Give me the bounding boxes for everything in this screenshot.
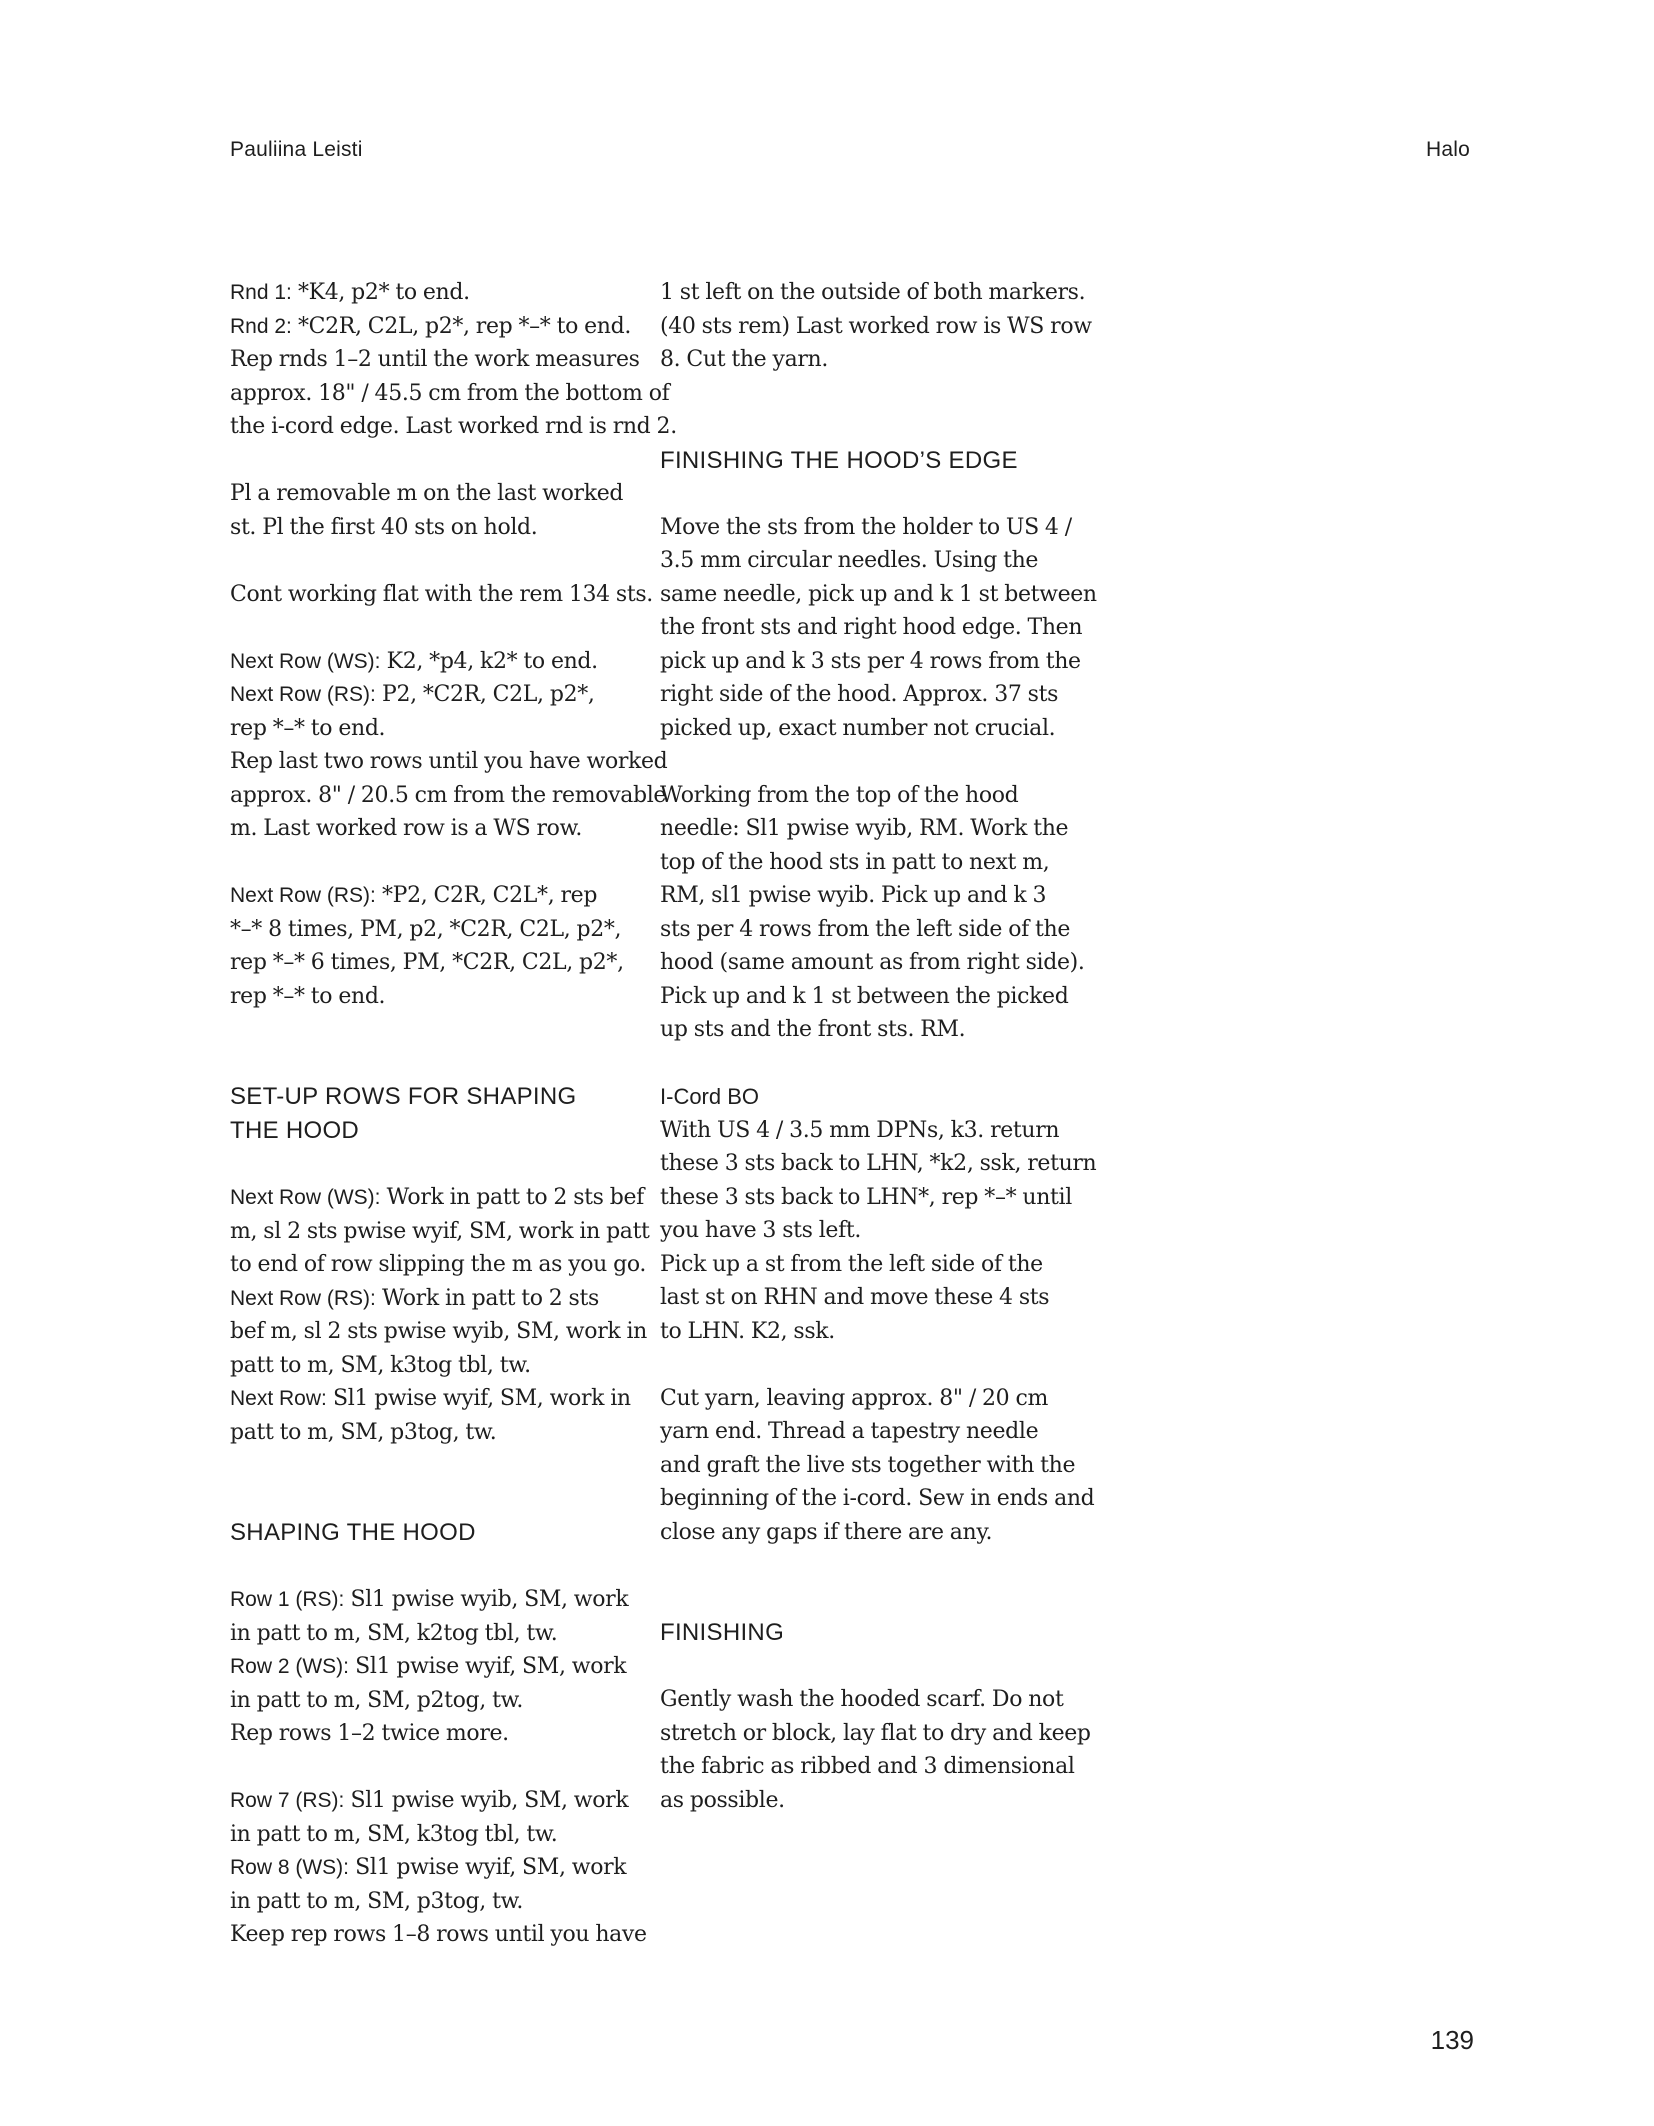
text-line — [660, 511, 1072, 545]
text-line — [230, 678, 630, 712]
row-label: Rnd 1: — [230, 281, 292, 304]
line-text: Rep rows 1–2 twice more. — [230, 1721, 509, 1746]
line-text: P2, *C2R, C2L, p2*, — [375, 682, 595, 707]
instruction-paragraph — [230, 578, 653, 612]
text-line — [660, 544, 1060, 578]
text-line — [230, 511, 630, 545]
line-text: K2, *p4, k2* to end. — [380, 648, 598, 674]
text-line — [660, 1248, 1060, 1282]
line-text: bef m, sl 2 sts pwise wyib, SM, work in — [230, 1319, 647, 1344]
text-line — [660, 678, 1060, 712]
text-line — [660, 779, 1060, 813]
line-text: Sl1 pwise wyif, SM, work — [349, 1654, 627, 1679]
line-text: sts per 4 rows from the left side of the — [660, 916, 1071, 942]
text-line — [230, 1382, 630, 1416]
text-line — [230, 276, 630, 310]
line-text: patt to m, SM, k3tog tbl, tw. — [230, 1352, 531, 1378]
row-label: Next Row (WS): — [230, 1186, 381, 1209]
text-line — [660, 1784, 1060, 1818]
line-text: these 3 sts back to LHN, *k2, ssk, return — [660, 1151, 1097, 1176]
line-text: in patt to m, SM, k2tog tbl, tw. — [230, 1620, 558, 1646]
text-line — [660, 1214, 1060, 1248]
text-line — [660, 1516, 1060, 1550]
line-text: right side of the hood. Approx. 37 sts — [660, 682, 1059, 707]
line-text: Rep rnds 1–2 until the work measures — [230, 347, 640, 372]
page-number: 139 — [1430, 2025, 1474, 2055]
line-text: Pl a removable m on the last worked — [230, 481, 624, 506]
text-line — [230, 377, 670, 411]
text-line — [660, 1147, 1097, 1181]
line-text: *C2R, C2L, p2*, rep *–* to end. — [291, 313, 631, 339]
line-text: Working from the top of the hood — [660, 782, 1019, 808]
line-text: the fabric as ribbed and 3 dimensional — [660, 1754, 1075, 1779]
line-text: RM, sl1 pwise wyib. Pick up and k 3 — [660, 883, 1047, 908]
text-line — [230, 1650, 630, 1684]
text-line — [230, 879, 630, 913]
section-heading-hood-edge: FINISHING THE HOOD’S EDGE — [660, 446, 1018, 474]
row-label: Rnd 2: — [230, 314, 292, 338]
line-text: rep *–* to end. — [230, 983, 386, 1009]
line-text: *K4, p2* to end. — [291, 280, 470, 305]
line-text: approx. 8" / 20.5 cm from the removable — [230, 782, 667, 808]
line-text: last st on RHN and move these 4 sts — [660, 1285, 1050, 1310]
text-line — [230, 712, 630, 746]
line-text: Work in patt to 2 sts bef — [380, 1185, 644, 1210]
line-text: Keep rep rows 1–8 rows until you have — [230, 1922, 647, 1947]
text-line — [230, 1583, 630, 1617]
line-text: as possible. — [660, 1787, 785, 1813]
line-text: *–* 8 times, PM, p2, *C2R, C2L, p2*, — [230, 916, 622, 942]
line-text: With US 4 / 3.5 mm DPNs, k3. return — [660, 1117, 1060, 1143]
row-label: Next Row (WS): — [230, 649, 381, 673]
running-head-title: Halo — [1426, 138, 1470, 161]
line-text: 1 st left on the outside of both markers. — [660, 280, 1086, 305]
line-text: you have 3 sts left. — [660, 1218, 861, 1243]
instruction-paragraph — [660, 276, 1092, 377]
instruction-paragraph — [660, 1382, 1095, 1550]
instruction-paragraph — [660, 1683, 1091, 1817]
text-line — [230, 1282, 630, 1316]
text-line — [660, 980, 1069, 1014]
line-text: same needle, pick up and k 1 st between — [660, 581, 1097, 607]
text-line — [660, 1315, 1060, 1349]
instruction-paragraph — [660, 1114, 1097, 1349]
line-text: the front sts and right hood edge. Then — [660, 615, 1083, 640]
line-text: close any gaps if there are any. — [660, 1519, 993, 1545]
instruction-paragraph — [230, 879, 630, 1013]
line-text: pick up and k 3 sts per 4 rows from the — [660, 648, 1081, 674]
instruction-paragraph — [230, 276, 677, 444]
section-heading-setup-rows: SET-UP ROWS FOR SHAPING THE HOOD — [230, 1083, 577, 1144]
text-line — [230, 1684, 630, 1718]
line-text: needle: Sl1 pwise wyib, RM. Work the — [660, 816, 1069, 841]
text-line — [660, 879, 1060, 913]
text-line — [230, 1617, 630, 1651]
row-label: Row 8 (WS): — [230, 1856, 350, 1879]
text-line — [660, 1114, 1060, 1148]
text-line — [230, 1349, 630, 1383]
text-line — [230, 1717, 630, 1751]
instruction-paragraph — [230, 477, 630, 544]
line-text: Work in patt to 2 sts — [375, 1285, 599, 1311]
line-text: up sts and the front sts. RM. — [660, 1017, 966, 1042]
line-text: in patt to m, SM, k3tog tbl, tw. — [230, 1821, 558, 1847]
text-line — [230, 779, 667, 813]
instruction-paragraph — [230, 1784, 647, 1952]
line-text: hood (same amount as from right side). — [660, 950, 1085, 975]
line-text: rep *–* 6 times, PM, *C2R, C2L, p2*, — [230, 950, 624, 975]
line-text: Pick up a st from the left side of the — [660, 1251, 1043, 1277]
running-head-author: Pauliina Leisti — [230, 138, 363, 161]
row-label: Row 1 (RS): — [230, 1588, 345, 1611]
text-line — [660, 946, 1085, 980]
section-heading-finishing: FINISHING — [660, 1619, 785, 1646]
instruction-paragraph — [660, 779, 1085, 1047]
text-line — [660, 1181, 1072, 1215]
line-text: 3.5 mm circular needles. Using the — [660, 548, 1039, 573]
line-text: Sl1 pwise wyib, SM, work — [344, 1788, 629, 1813]
line-text: rep *–* to end. — [230, 715, 386, 741]
text-line — [230, 1851, 630, 1885]
line-text: *P2, C2R, C2L*, rep — [375, 883, 598, 908]
text-line — [230, 343, 640, 377]
row-label: Next Row: — [230, 1387, 327, 1410]
line-text: the i-cord edge. Last worked rnd is rnd 2. — [230, 414, 677, 439]
line-text: these 3 sts back to LHN*, rep *–* until — [660, 1184, 1072, 1210]
text-line — [230, 913, 630, 947]
line-text: in patt to m, SM, p3tog, tw. — [230, 1888, 524, 1914]
text-line — [230, 980, 630, 1014]
text-line — [660, 1281, 1060, 1315]
text-line — [660, 310, 1092, 344]
text-line — [660, 812, 1069, 846]
line-text: Gently wash the hooded scarf. Do not — [660, 1687, 1064, 1712]
row-label: Next Row (RS): — [230, 683, 376, 706]
text-line — [660, 578, 1097, 612]
line-text: 8. Cut the yarn. — [660, 347, 828, 372]
text-line — [660, 846, 1060, 880]
text-line — [230, 578, 653, 612]
line-text: Cut yarn, leaving approx. 8" / 20 cm — [660, 1385, 1048, 1411]
text-line — [660, 645, 1081, 679]
instruction-paragraph — [660, 511, 1097, 746]
line-text: stretch or block, lay flat to dry and keep — [660, 1720, 1091, 1746]
line-text: beginning of the i-cord. Sew in ends and — [660, 1486, 1095, 1511]
left-column — [230, 276, 677, 1952]
line-text: Cont working flat with the rem 134 sts. — [230, 581, 653, 607]
text-line — [660, 1482, 1095, 1516]
subheading-icord-bo: I-Cord BO — [660, 1084, 760, 1109]
text-line — [660, 343, 1060, 377]
line-text: Sl1 pwise wyif, SM, work in — [326, 1386, 631, 1411]
line-text: top of the hood sts in patt to next m, — [660, 849, 1050, 875]
line-text: patt to m, SM, p3tog, tw. — [230, 1419, 497, 1445]
line-text: Sl1 pwise wyib, SM, work — [344, 1587, 629, 1612]
line-text: (40 sts rem) Last worked row is WS row — [660, 313, 1092, 339]
text-line — [660, 1683, 1064, 1717]
text-line — [230, 1248, 647, 1282]
text-line — [230, 477, 630, 511]
text-line — [230, 1885, 630, 1919]
line-text: picked up, exact number not crucial. — [660, 715, 1056, 741]
right-column — [660, 276, 1097, 1817]
line-text: yarn end. Thread a tapestry needle — [660, 1419, 1039, 1444]
text-line — [660, 611, 1083, 645]
text-line — [230, 1416, 630, 1450]
line-text: Pick up and k 1 st between the picked — [660, 983, 1069, 1009]
instruction-paragraph — [230, 645, 668, 846]
text-line — [660, 1013, 1060, 1047]
row-label: Next Row (RS): — [230, 1286, 376, 1310]
text-line — [230, 1181, 644, 1215]
text-line — [230, 1818, 630, 1852]
line-text: st. Pl the first 40 sts on hold. — [230, 514, 538, 540]
text-line — [230, 310, 630, 344]
section-heading-shaping-hood: SHAPING THE HOOD — [230, 1519, 476, 1546]
text-line — [660, 1717, 1091, 1751]
line-text: m, sl 2 sts pwise wyif, SM, work in patt — [230, 1218, 650, 1244]
text-line — [660, 1449, 1076, 1483]
text-line — [230, 946, 630, 980]
line-text: Sl1 pwise wyif, SM, work — [349, 1855, 627, 1880]
text-line — [230, 1784, 630, 1818]
line-text: m. Last worked row is a WS row. — [230, 816, 583, 841]
text-line — [660, 712, 1060, 746]
row-label: Row 2 (WS): — [230, 1655, 350, 1678]
text-line — [660, 1750, 1075, 1784]
text-line — [230, 1215, 650, 1249]
text-line — [230, 410, 677, 444]
row-label: Next Row (RS): — [230, 884, 376, 907]
text-line — [230, 745, 668, 779]
line-text: to end of row slipping the m as you go. — [230, 1252, 647, 1277]
text-line — [230, 812, 630, 846]
text-line — [230, 645, 630, 679]
line-text: approx. 18" / 45.5 cm from the bottom of — [230, 380, 670, 406]
line-text: Rep last two rows until you have worked — [230, 749, 668, 774]
line-text: Move the sts from the holder to US 4 / — [660, 514, 1072, 540]
line-text: in patt to m, SM, p2tog, tw. — [230, 1687, 524, 1713]
text-line — [660, 276, 1086, 310]
text-line — [660, 913, 1071, 947]
instruction-paragraph — [230, 1181, 650, 1449]
row-label: Row 7 (RS): — [230, 1789, 345, 1812]
instruction-paragraph — [230, 1583, 630, 1751]
text-line — [660, 1415, 1060, 1449]
line-text: and graft the live sts together with the — [660, 1452, 1076, 1478]
text-line — [660, 1382, 1060, 1416]
text-line — [230, 1315, 647, 1349]
text-line — [230, 1918, 647, 1952]
line-text: to LHN. K2, ssk. — [660, 1318, 835, 1344]
